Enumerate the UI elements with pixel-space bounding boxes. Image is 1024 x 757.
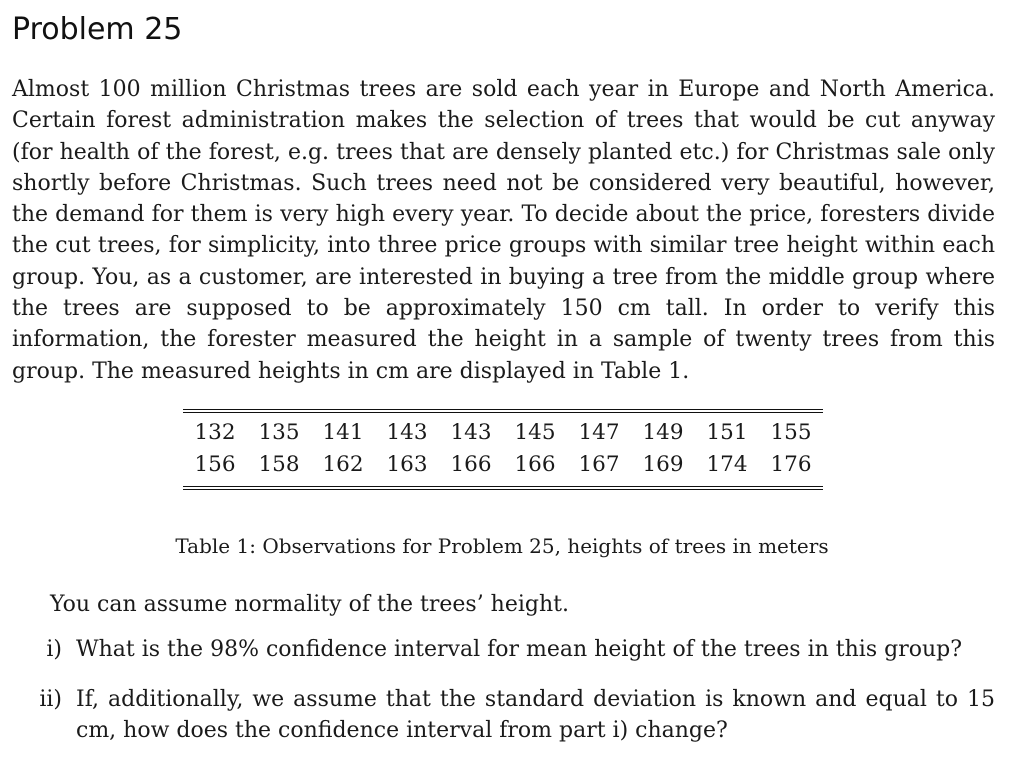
table-cell: 169 <box>642 452 684 477</box>
table-cell: 135 <box>258 420 300 445</box>
question-ii <box>0 684 995 748</box>
table-cell: 176 <box>770 452 812 477</box>
question-text: If, additionally, we assume that the standard deviation is known and equal to 15 cm, how does the confidence interval from part i) change? <box>76 687 995 744</box>
table-cell: 156 <box>194 452 236 477</box>
table-cell: 155 <box>770 420 812 445</box>
table-cell: 141 <box>322 420 364 445</box>
observations-table <box>183 409 823 490</box>
table-cell: 151 <box>706 420 748 445</box>
table-cell: 166 <box>450 452 492 477</box>
table-cell: 167 <box>578 452 620 477</box>
table-cell: 162 <box>322 452 364 477</box>
table-row <box>183 449 823 481</box>
table-cell: 147 <box>578 420 620 445</box>
question-label: i) <box>46 637 62 662</box>
table-bottom-rule <box>183 486 823 490</box>
question-text: What is the 98% confidence interval for mean height of the trees in this group? <box>76 637 963 662</box>
question-label: ii) <box>39 687 62 712</box>
table-cell: 158 <box>258 452 300 477</box>
table-cell: 174 <box>706 452 748 477</box>
table-cell: 145 <box>514 420 556 445</box>
table-cell: 132 <box>194 420 236 445</box>
table-row <box>183 417 823 449</box>
problem-intro-paragraph: Almost 100 million Christmas trees are sold each year in Europe and North America. Certain forest administration makes the selection of trees that would be cut anyway (for health of the forest, e.g. trees that are densely planted etc.) for Christmas sale only shortly before Christmas. Such trees need not be considered very beautiful, however, the demand for them is very high every year. To decide about the price, foresters divide the cut trees, for simplicity, into three price groups with similar tree height within each group. You, as a customer, are interested in buying a tree from the middle group where the trees are supposed to be approximately 150 cm tall. In order to verify this information, the forester measured the height in a sample of twenty trees from this group. The measured heights in cm are displayed in Table 1. <box>12 77 995 384</box>
table-top-rule <box>183 409 823 413</box>
table-cell: 143 <box>450 420 492 445</box>
table-cell: 149 <box>642 420 684 445</box>
question-i <box>0 634 995 666</box>
table-cell: 166 <box>514 452 556 477</box>
normality-assumption: You can assume normality of the trees’ height. <box>50 592 569 617</box>
table-cell: 143 <box>386 420 428 445</box>
observations-grid <box>183 417 823 481</box>
table-caption: Table 1: Observations for Problem 25, heights of trees in meters <box>175 534 829 558</box>
table-cell: 163 <box>386 452 428 477</box>
problem-title: Problem 25 <box>12 12 183 47</box>
